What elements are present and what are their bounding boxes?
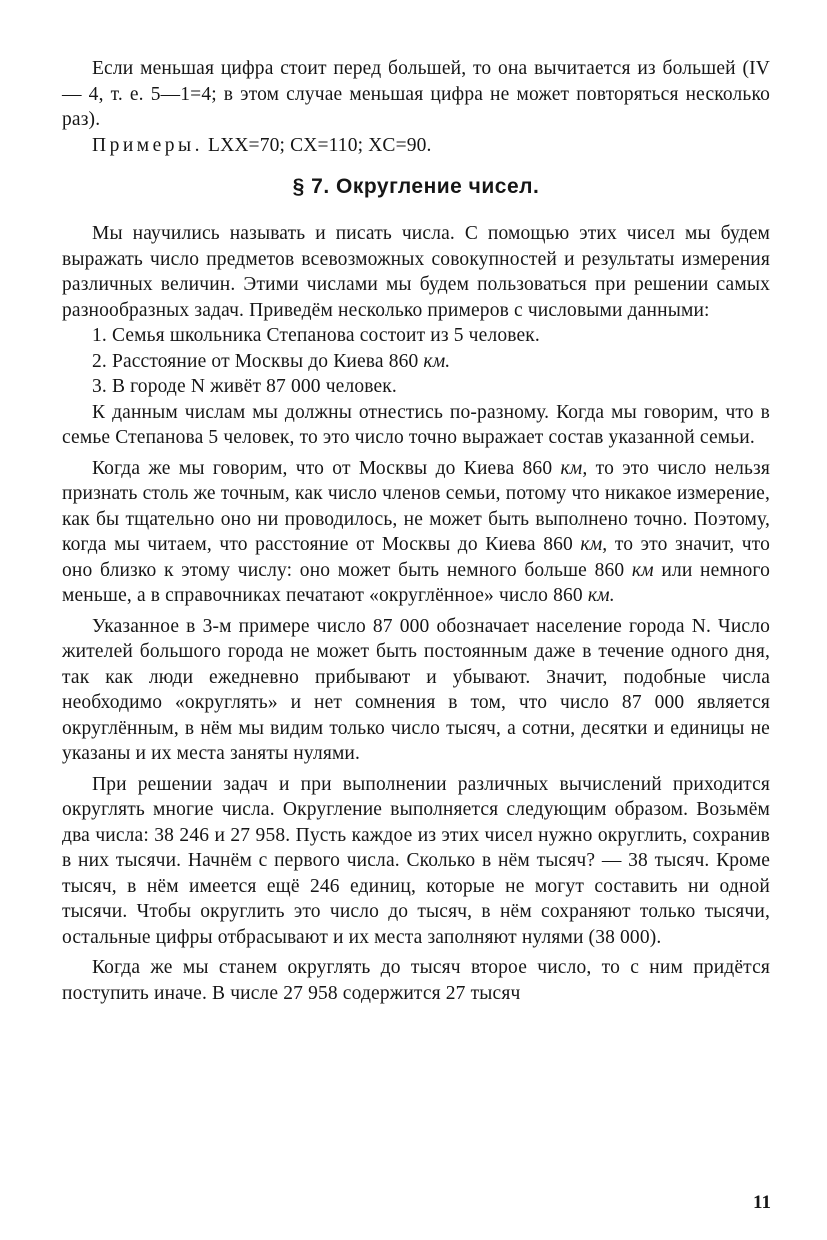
paragraph-3-part-a: Когда же мы говорим, что от Москвы до Киева 860 [92,457,561,479]
paragraph-3-part-d: или немного меньше, а в справочниках печатают «округлённое» число 860 [62,559,770,606]
list-item-2-text: 2. Расстояние от Москвы до Киева 860 [92,350,424,372]
unit-km: км, [560,457,588,479]
paragraph-examples [62,133,770,159]
paragraph-3-part-c: то это значит, что оно близко к этому числу: оно может быть немного больше 860 [62,534,770,581]
paragraph-4: Указанное в 3-м примере число 87 000 обозначает население города N. Число жителей большого города не может быть постоянным даже в течение одного дня, так как люди ежедневно прибывают и убывают. Значит, подобные числа необходимо «округлять» и нет сомнения в том, что число 87 000 является округлённым, в нём мы видим только число тысяч, а сотни, десятки и единицы не указаны и их места заняты нулями. [62,615,770,764]
paragraph-5: При решении задач и при выполнении различных вычислений приходится округлять многие числа. Округление выполняется следующим образом. Возьмём два числа: 38 246 и 27 958. Пусть каждое из этих чисел нужно округлить, сохранив в них тысячи. Начнём с первого числа. Сколько в нём тысяч? — 38 тысяч. Кроме тысяч, в нём имеется ещё 246 единиц, которые не могут составить ни одной тысячи. Чтобы округлить это число до тысяч, в нём сохраняют только тысячи, остальные цифры отбрасывают и их места заполняют нулями (38 000). [62,773,770,948]
section-title: § 7. Округление чисел. [292,175,540,198]
unit-km: км [631,559,654,581]
paragraph-2: К данным числам мы должны отнестись по-разному. Когда мы говорим, что в семье Степанова 5 человек, то это число точно выражает состав указанной семьи. [62,401,770,448]
page-number: 11 [753,1192,771,1213]
unit-km: км, [580,534,608,555]
list-item-2 [62,349,770,375]
document-page [62,56,770,1216]
paragraph-3-part-b: то это число нельзя признать столь же точным, как число членов семьи, потому что никакое измерение, как бы тщательно оно ни проводилось, не может быть выполнено точно. Поэтому, когда мы читаем, что расстояние от Москвы до Киева 860 [62,457,770,555]
examples-label: Примеры. [92,134,203,156]
paragraph-6: Когда же мы станем округлять до тысяч второе число, то с ним придётся поступить иначе. В числе 27 958 содержится 27 тысяч [62,957,770,1004]
paragraph-intro: Если меньшая цифра стоит перед большей, то она вычитается из большей (IV — 4, т. е. 5—1=4; в этом случае меньшая цифра не может повторяться несколько раз). [62,58,770,130]
examples-text: LXX=70; CX=110; XC=90. [203,134,432,156]
unit-km: км. [423,350,451,372]
list-item-3: 3. В городе N живёт 87 000 человек. [92,376,397,397]
paragraph-3 [62,456,770,609]
unit-km: км. [587,585,615,606]
list-item-1: 1. Семья школьника Степанова состоит из 5 человек. [92,325,540,346]
paragraph-1: Мы научились называть и писать числа. С помощью этих чисел мы будем выражать число предметов всевозможных совокупностей и результаты измерения различных величин. Этими числами мы будем пользоваться при решении самых разнообразных задач. Приведём несколько примеров с числовыми данными: [62,223,770,321]
